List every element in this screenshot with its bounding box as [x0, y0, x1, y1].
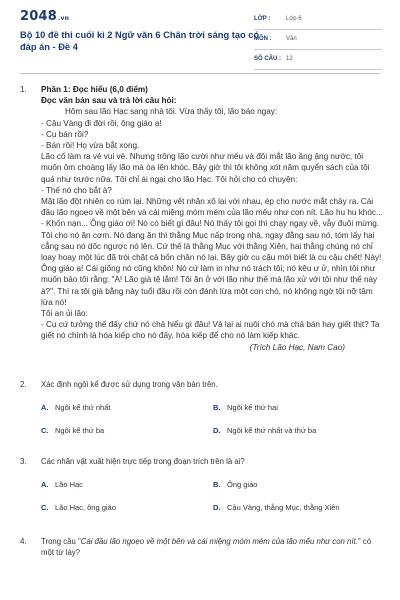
passage-paragraph: Lão cố làm ra vẻ vui vẻ. Nhưng trông lão cười như mếu và đôi mắt lão ầng ậng nước, tôi muốn ôm choàng lấy lão mà òa lên khóc. Bây giờ thì tôi không xót năm quyển sách của tôi quá như trước nữa. Tôi chỉ ái ngại cho lão Hạc. Tôi hỏi cho có chuyện: — [41, 152, 370, 184]
option-text: Lão Hạc, ông giáo — [55, 503, 116, 513]
question-body — [41, 456, 385, 513]
option-letter: D. — [213, 426, 221, 436]
option-text: Ngôi kể thứ hai — [227, 402, 278, 412]
question-text-suffix: " có một từ láy? — [41, 536, 372, 557]
meta-question-count — [254, 53, 382, 70]
option-a[interactable] — [41, 402, 213, 413]
logo-text: 2048 — [20, 9, 57, 24]
meta-value: Lớp 6 — [286, 16, 302, 22]
option-letter: D. — [213, 503, 221, 513]
option-letter: C. — [41, 426, 49, 436]
header-divider — [20, 73, 380, 74]
option-text: Ông giáo — [227, 480, 258, 490]
question-body — [41, 379, 385, 436]
option-d[interactable] — [213, 425, 385, 436]
option-letter: C. — [41, 503, 49, 513]
meta-subject — [254, 33, 382, 50]
question-number: 1. — [20, 85, 27, 94]
question-1 — [20, 84, 385, 353]
meta-label: SỐ CÂU : — [254, 56, 281, 62]
passage-citation: (Trích Lão Hạc, Nam Cao) — [249, 342, 345, 352]
document-meta — [254, 13, 382, 73]
passage-line: - Cậu Vàng đi đời rồi, ông giáo ạ! — [41, 118, 162, 128]
answer-options — [41, 402, 385, 436]
option-b[interactable] — [213, 402, 385, 413]
meta-label: MÔN : — [254, 36, 272, 42]
document-title: Bộ 10 đề thi cuối kì 2 Ngữ văn 6 Chân trời sáng tạo có đáp án - Đề 4 — [20, 30, 260, 52]
question-number: 3. — [20, 457, 27, 467]
option-letter: A. — [41, 402, 49, 412]
reading-instruction: Đọc văn bản sau và trả lời câu hỏi: — [41, 96, 177, 106]
question-number: 4. — [20, 536, 27, 546]
question-text: Xác định ngôi kể được sử dụng trong văn bản trên. — [41, 379, 218, 389]
option-text: Ngôi kể thứ nhất — [55, 402, 111, 412]
question-text-prefix: Trong câu " — [41, 536, 81, 546]
option-c[interactable] — [41, 425, 213, 436]
answer-options — [41, 479, 385, 513]
option-text: Cậu Vàng, thằng Mục, thằng Xiên — [227, 503, 340, 513]
meta-label: LỚP : — [254, 16, 271, 22]
question-3 — [20, 456, 385, 513]
option-a[interactable] — [41, 479, 213, 490]
logo-suffix: .vn — [57, 15, 70, 22]
question-body — [41, 84, 385, 353]
question-number: 2. — [20, 379, 27, 389]
meta-value: Văn — [286, 36, 297, 42]
question-4 — [20, 536, 385, 558]
question-text: Các nhân vật xuất hiện trực tiếp trong đoạn trích trên là ai? — [41, 457, 245, 467]
passage-line: - Cụ bán rồi? — [41, 129, 89, 139]
passage-paragraph: - Khốn nạn... Ông giáo ơi! Nó có biết gì đâu! Nó thấy tôi gọi thì chạy ngay về, vẫy đuôi mừng. Tôi cho nó ăn cơm. Nó đang ăn thì thằng Mục nấp trong nhà, ngay đằng sau nó, tóm lấy hai cẳng sau nó dốc ngược nó lên. Cứ thế là thằng Mục với thằng Xiên, hai thằng chúng nó chỉ loay hoay một lúc đã trói chặt cả bốn chân nó lại. Bây giờ cu cậu mới biết là cu cậu chết! Này! Ông giáo ạ! Cái giống nó cũng khôn! Nó cứ làm in như nó trách tôi; nó kêu ư ử, nhìn tôi như muốn bảo tôi rằng: "A! Lão già tệ lắm! Tôi ăn ở với lão như thế mà lão xử với tôi như thế này à?". Thì ra tôi già bằng này tuổi đầu rồi còn đánh lừa một con chó, nó không ngờ tôi nỡ tâm lừa nó! — [41, 219, 382, 307]
option-text: Ngôi kể thứ nhất và thứ ba — [227, 426, 317, 436]
option-letter: B. — [213, 402, 221, 412]
option-text: Ngôi kể thứ ba — [55, 426, 105, 436]
meta-value: 12 — [286, 56, 293, 62]
option-text: Lão Hạc — [55, 480, 83, 490]
option-letter: A. — [41, 480, 49, 490]
question-body — [41, 536, 385, 558]
page-header — [0, 0, 400, 70]
section-heading: Phần 1: Đọc hiểu (6,0 điểm) — [41, 85, 148, 94]
meta-class — [254, 13, 382, 30]
passage-line: Tôi an ủi lão: — [41, 309, 88, 319]
passage-line: - Thế nó cho bắt à? — [41, 185, 112, 195]
passage-line: - Bán rồi! Họ vừa bắt xong. — [41, 141, 140, 151]
question-quote: Cái đầu lão ngoẹo về một bên và cái miệng móm mém của lão mếu như con nít. — [80, 536, 358, 546]
option-d[interactable] — [213, 502, 385, 513]
site-logo[interactable] — [20, 9, 69, 24]
passage-paragraph: - Cụ cứ tưởng thế đấy chứ nó chả hiểu gì đâu! Vả lại ai nuôi chó mà chả bán hay giết thịt? Ta giết nó chính là hóa kiếp cho nó đấy, hóa kiếp để cho nó làm kiếp khác. — [41, 320, 380, 341]
question-2 — [20, 379, 385, 436]
option-c[interactable] — [41, 502, 213, 513]
option-b[interactable] — [213, 479, 385, 490]
question-list — [20, 84, 385, 558]
passage-line: Hôm sau lão Hạc sang nhà tôi. Vừa thấy tôi, lão báo ngay: — [65, 107, 278, 117]
option-letter: B. — [213, 480, 221, 490]
question-text — [41, 536, 385, 558]
passage-paragraph: Mặt lão đột nhiên co rúm lại. Những vết nhăn xô lại với nhau, ép cho nước mắt chảy ra. Cái đầu lão ngoẹo về một bên và cái miệng móm mém của lão mếu như con nít. Lão hu hu khóc... — [41, 197, 383, 218]
